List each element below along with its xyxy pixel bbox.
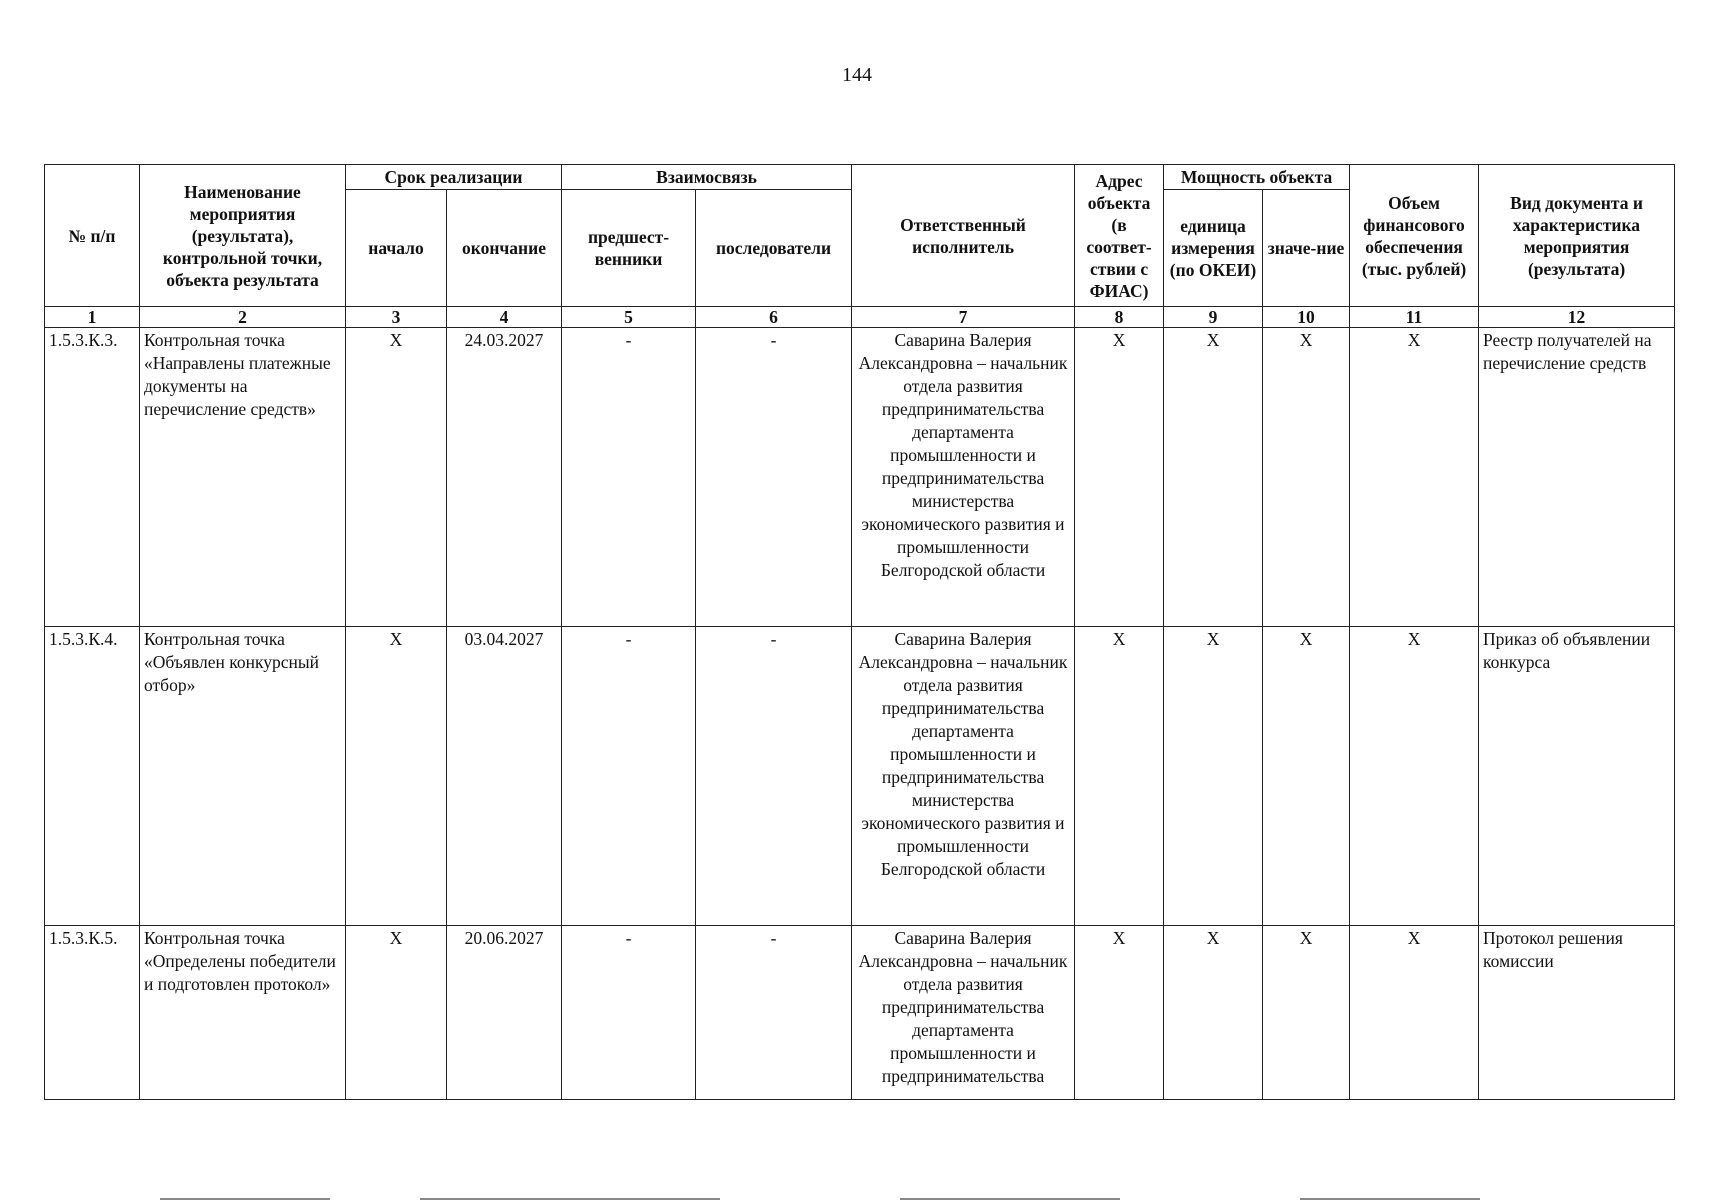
row-unit: Х xyxy=(1164,627,1263,926)
row-address: Х xyxy=(1075,328,1164,627)
row-address: Х xyxy=(1075,627,1164,926)
row-prev: - xyxy=(562,328,696,627)
plan-table xyxy=(44,164,1675,1100)
row-value: Х xyxy=(1263,627,1350,926)
header-link-group: Взаимосвязь xyxy=(562,165,852,190)
table-row xyxy=(45,627,1675,926)
row-num: 1.5.3.К.3. xyxy=(45,328,140,627)
row-name: Контрольная точка «Определены победители и подготовлен протокол» xyxy=(140,926,346,1100)
column-number: 7 xyxy=(852,307,1075,328)
row-value: Х xyxy=(1263,926,1350,1100)
column-number: 3 xyxy=(346,307,447,328)
header-term-end: окончание xyxy=(447,190,562,307)
column-number: 11 xyxy=(1350,307,1479,328)
column-number: 12 xyxy=(1479,307,1675,328)
row-finance: Х xyxy=(1350,926,1479,1100)
row-name: Контрольная точка «Направлены платежные документы на перечисление средств» xyxy=(140,328,346,627)
header-document: Вид документа и характеристика мероприятия (результата) xyxy=(1479,165,1675,307)
row-start: Х xyxy=(346,926,447,1100)
header-term-start: начало xyxy=(346,190,447,307)
header-responsible: Ответственный исполнитель xyxy=(852,165,1075,307)
column-number: 1 xyxy=(45,307,140,328)
row-next: - xyxy=(696,627,852,926)
row-start: Х xyxy=(346,627,447,926)
row-document: Протокол решения комиссии xyxy=(1479,926,1675,1100)
header-address: Адрес объекта (в соответ-ствии с ФИАС) xyxy=(1075,165,1164,307)
column-number: 5 xyxy=(562,307,696,328)
row-num: 1.5.3.К.4. xyxy=(45,627,140,926)
header-capacity-unit: единица измерения (по ОКЕИ) xyxy=(1164,190,1263,307)
row-document: Приказ об объявлении конкурса xyxy=(1479,627,1675,926)
row-end: 24.03.2027 xyxy=(447,328,562,627)
row-document: Реестр получателей на перечисление средств xyxy=(1479,328,1675,627)
row-finance: Х xyxy=(1350,627,1479,926)
table-row xyxy=(45,328,1675,627)
table-row xyxy=(45,926,1675,1100)
header-row-top xyxy=(45,165,1675,190)
row-prev: - xyxy=(562,627,696,926)
row-value: Х xyxy=(1263,328,1350,627)
row-unit: Х xyxy=(1164,926,1263,1100)
header-link-next: последователи xyxy=(696,190,852,307)
column-number: 8 xyxy=(1075,307,1164,328)
header-term-group: Срок реализации xyxy=(346,165,562,190)
row-finance: Х xyxy=(1350,328,1479,627)
header-capacity-value: значе-ние xyxy=(1263,190,1350,307)
column-number: 2 xyxy=(140,307,346,328)
row-address: Х xyxy=(1075,926,1164,1100)
row-responsible: Саварина Валерия Александровна – начальник отдела развития предпринимательства департамента промышленности и предпринимательства xyxy=(852,926,1075,1100)
column-number: 9 xyxy=(1164,307,1263,328)
column-number: 4 xyxy=(447,307,562,328)
row-prev: - xyxy=(562,926,696,1100)
header-capacity-group: Мощность объекта xyxy=(1164,165,1350,190)
row-num: 1.5.3.К.5. xyxy=(45,926,140,1100)
header-link-prev: предшест-венники xyxy=(562,190,696,307)
page-number: 144 xyxy=(842,64,872,86)
row-end: 20.06.2027 xyxy=(447,926,562,1100)
header-name: Наименование мероприятия (результата), контрольной точки, объекта результата xyxy=(140,165,346,307)
row-name: Контрольная точка «Объявлен конкурсный отбор» xyxy=(140,627,346,926)
row-responsible: Саварина Валерия Александровна – начальник отдела развития предпринимательства департамента промышленности и предпринимательства министерства экономического развития и промышленности Белгородской области xyxy=(852,627,1075,926)
row-end: 03.04.2027 xyxy=(447,627,562,926)
row-start: Х xyxy=(346,328,447,627)
row-unit: Х xyxy=(1164,328,1263,627)
row-responsible: Саварина Валерия Александровна – начальник отдела развития предпринимательства департамента промышленности и предпринимательства министерства экономического развития и промышленности Белгородской области xyxy=(852,328,1075,627)
header-num: № п/п xyxy=(45,165,140,307)
column-number: 6 xyxy=(696,307,852,328)
header-finance: Объем финансового обеспечения (тыс. рублей) xyxy=(1350,165,1479,307)
column-numbers-row xyxy=(45,307,1675,328)
row-next: - xyxy=(696,328,852,627)
column-number: 10 xyxy=(1263,307,1350,328)
row-next: - xyxy=(696,926,852,1100)
